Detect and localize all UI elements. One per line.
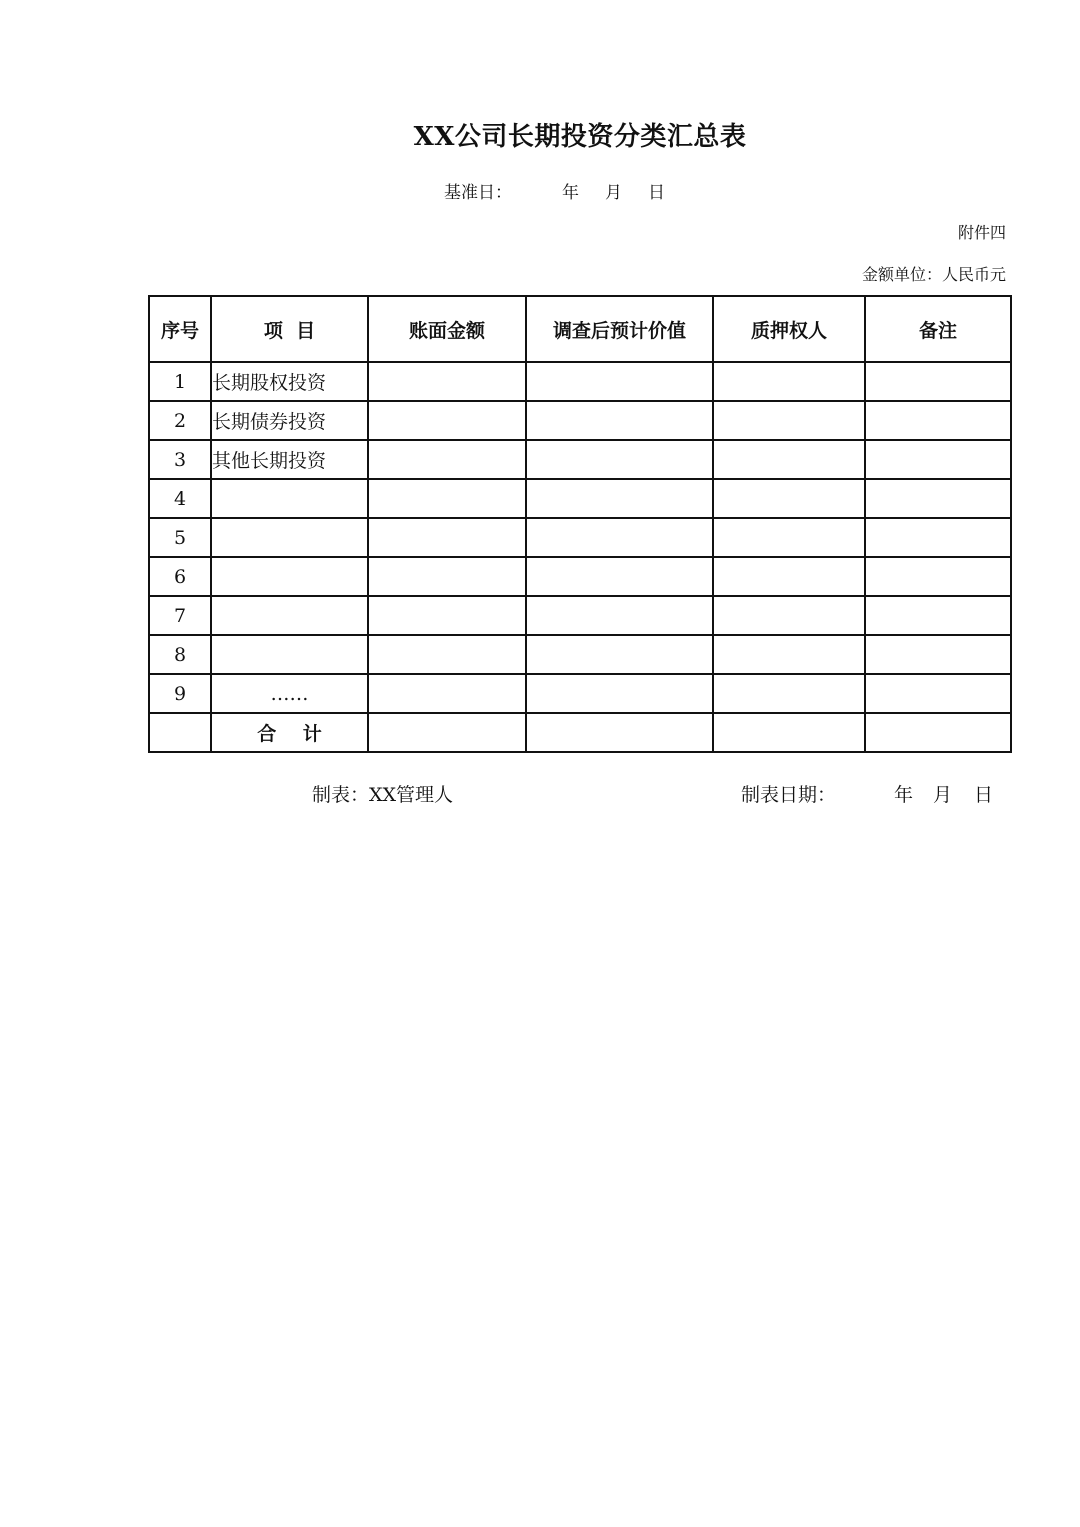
row-number: 3	[149, 440, 211, 479]
remarks-cell	[865, 596, 1011, 635]
table-row	[149, 557, 1011, 596]
pledgee-cell	[713, 635, 865, 674]
prepared-date-month: 月	[933, 784, 953, 806]
reference-date-line	[444, 178, 665, 203]
reference-date-day: 日	[648, 183, 665, 203]
estimated-value-cell	[526, 635, 713, 674]
row-number: 8	[149, 635, 211, 674]
prepared-date-line	[741, 780, 993, 807]
pledgee-cell	[713, 440, 865, 479]
total-row	[149, 713, 1011, 752]
prepared-by: 制表：XX管理人	[312, 784, 454, 806]
header-book-amount: 账面金额	[368, 296, 526, 362]
remarks-cell	[865, 557, 1011, 596]
header-serial-number: 序号	[149, 296, 211, 362]
remarks-cell	[865, 479, 1011, 518]
estimated-value-cell	[526, 362, 713, 401]
header-pledgee: 质押权人	[713, 296, 865, 362]
total-estimated-value-cell	[526, 713, 713, 752]
book-amount-cell	[368, 557, 526, 596]
estimated-value-cell	[526, 518, 713, 557]
reference-date-label: 基准日：	[444, 183, 512, 203]
pledgee-cell	[713, 479, 865, 518]
header-remarks: 备注	[865, 296, 1011, 362]
row-number: 1	[149, 362, 211, 401]
total-book-amount-cell	[368, 713, 526, 752]
pledgee-cell	[713, 557, 865, 596]
prepared-date-day: 日	[974, 784, 994, 806]
estimated-value-cell	[526, 596, 713, 635]
total-label: 合 计	[211, 713, 368, 752]
row-number: 9	[149, 674, 211, 713]
book-amount-cell	[368, 674, 526, 713]
pledgee-cell	[713, 674, 865, 713]
table-row	[149, 362, 1011, 401]
table-row	[149, 674, 1011, 713]
remarks-cell	[865, 440, 1011, 479]
book-amount-cell	[368, 401, 526, 440]
total-number-cell	[149, 713, 211, 752]
row-item: ……	[211, 674, 368, 713]
prepared-date-label: 制表日期：	[741, 784, 837, 806]
total-remarks-cell	[865, 713, 1011, 752]
table-row	[149, 518, 1011, 557]
remarks-cell	[865, 401, 1011, 440]
reference-date-month: 月	[605, 183, 622, 203]
table-header-row	[149, 296, 1011, 362]
table-row	[149, 479, 1011, 518]
prepared-date-year: 年	[894, 784, 914, 806]
row-item: 其他长期投资	[211, 440, 368, 479]
row-item: 长期股权投资	[211, 362, 368, 401]
row-number: 5	[149, 518, 211, 557]
pledgee-cell	[713, 362, 865, 401]
row-item	[211, 557, 368, 596]
row-item	[211, 596, 368, 635]
total-pledgee-cell	[713, 713, 865, 752]
document-title: XX公司长期投资分类汇总表	[413, 122, 747, 152]
row-number: 6	[149, 557, 211, 596]
book-amount-cell	[368, 440, 526, 479]
estimated-value-cell	[526, 674, 713, 713]
book-amount-cell	[368, 362, 526, 401]
attachment-label: 附件四	[957, 223, 1006, 242]
reference-date-year: 年	[562, 183, 579, 203]
remarks-cell	[865, 362, 1011, 401]
book-amount-cell	[368, 596, 526, 635]
row-item	[211, 518, 368, 557]
pledgee-cell	[713, 518, 865, 557]
remarks-cell	[865, 518, 1011, 557]
row-number: 2	[149, 401, 211, 440]
table-row	[149, 596, 1011, 635]
currency-unit-label: 金额单位：人民币元	[861, 265, 1006, 284]
row-item	[211, 479, 368, 518]
book-amount-cell	[368, 518, 526, 557]
table-row	[149, 440, 1011, 479]
table-row	[149, 635, 1011, 674]
row-number: 7	[149, 596, 211, 635]
row-number: 4	[149, 479, 211, 518]
estimated-value-cell	[526, 557, 713, 596]
header-item: 项 目	[211, 296, 368, 362]
estimated-value-cell	[526, 401, 713, 440]
estimated-value-cell	[526, 479, 713, 518]
book-amount-cell	[368, 479, 526, 518]
pledgee-cell	[713, 401, 865, 440]
row-item: 长期债券投资	[211, 401, 368, 440]
summary-table	[148, 295, 1012, 753]
pledgee-cell	[713, 596, 865, 635]
row-item	[211, 635, 368, 674]
remarks-cell	[865, 635, 1011, 674]
remarks-cell	[865, 674, 1011, 713]
table-row	[149, 401, 1011, 440]
estimated-value-cell	[526, 440, 713, 479]
header-estimated-value: 调查后预计价值	[526, 296, 713, 362]
book-amount-cell	[368, 635, 526, 674]
